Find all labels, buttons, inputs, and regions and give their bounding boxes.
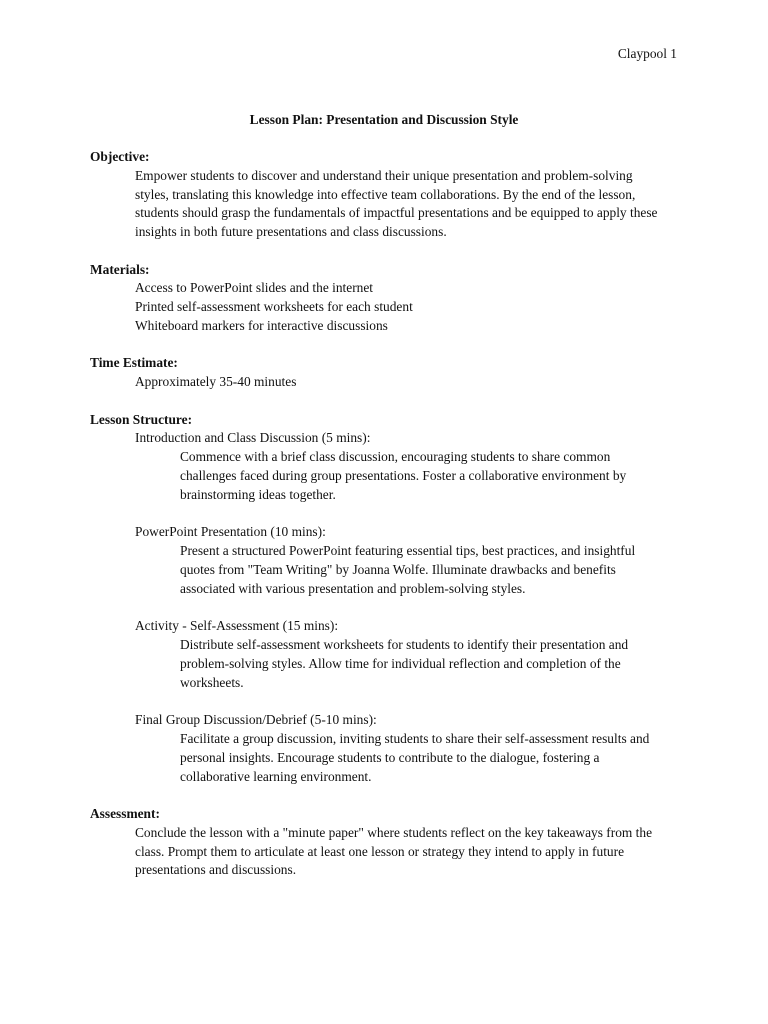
materials-section [90, 261, 680, 336]
lesson-part-heading: Introduction and Class Discussion (5 mins): [135, 430, 371, 446]
lesson-part-line: brainstorming ideas together. [180, 486, 336, 502]
lesson-part-powerpoint [135, 523, 680, 598]
materials-heading: Materials: [90, 261, 150, 277]
lesson-part-text [180, 448, 680, 504]
document-body [90, 148, 680, 899]
lesson-part-line: problem-solving styles. Allow time for individual reflection and completion of the [180, 655, 621, 671]
lesson-part-line: Present a structured PowerPoint featuring essential tips, best practices, and insightful [180, 543, 636, 559]
lesson-part-line: Facilitate a group discussion, inviting students to share their self-assessment results and [180, 731, 650, 747]
document-title: Lesson Plan: Presentation and Discussion Style [249, 112, 519, 127]
lesson-part-text [180, 636, 680, 692]
lesson-part-line: collaborative learning environment. [180, 768, 372, 784]
materials-item: Whiteboard markers for interactive discussions [135, 317, 388, 333]
materials-list [135, 279, 680, 335]
lesson-part-final-discussion [135, 711, 680, 786]
assessment-text [135, 824, 680, 880]
assessment-line: presentations and discussions. [135, 862, 297, 878]
time-estimate-section [90, 354, 680, 392]
objective-heading: Objective: [90, 149, 150, 164]
lesson-part-line: quotes from "Team Writing" by Joanna Wolfe. Illuminate drawbacks and benefits [180, 561, 616, 577]
materials-item: Printed self-assessment worksheets for each student [135, 299, 413, 315]
objective-line: styles, translating this knowledge into effective team collaborations. By the end of the lesson, [135, 186, 636, 202]
assessment-heading: Assessment: [90, 806, 160, 822]
running-header: Claypool 1 [617, 46, 677, 61]
time-estimate-line: Approximately 35-40 minutes [135, 374, 297, 390]
lesson-part-line: Distribute self-assessment worksheets for students to identify their presentation and [180, 637, 629, 653]
assessment-section [90, 805, 680, 880]
time-estimate-heading: Time Estimate: [90, 355, 178, 371]
objective-section [90, 148, 680, 242]
objective-text [135, 167, 680, 242]
lesson-part-heading: PowerPoint Presentation (10 mins): [135, 524, 326, 540]
lesson-part-self-assessment [135, 617, 680, 692]
lesson-part-heading: Activity - Self-Assessment (15 mins): [135, 618, 339, 634]
objective-line: Empower students to discover and understand their unique presentation and problem-solving [135, 167, 633, 183]
lesson-part-line: personal insights. Encourage students to contribute to the dialogue, fostering a [180, 749, 600, 765]
lesson-part-line: associated with various presentation and problem-solving styles. [180, 580, 526, 596]
assessment-line: Conclude the lesson with a "minute paper" where students reflect on the key takeaways from the [135, 824, 653, 840]
lesson-part-line: challenges faced during group presentations. Foster a collaborative environment by [180, 467, 627, 483]
assessment-line: class. Prompt them to articulate at least one lesson or strategy they intend to apply in future [135, 843, 625, 859]
lesson-part-line: Commence with a brief class discussion, encouraging students to share common [180, 449, 611, 465]
objective-line: insights in both future presentations and class discussions. [135, 224, 447, 240]
lesson-structure-section [90, 411, 680, 787]
lesson-part-line: worksheets. [180, 674, 244, 690]
lesson-part-text [180, 542, 680, 598]
lesson-part-text [180, 730, 680, 786]
lesson-structure-heading: Lesson Structure: [90, 411, 193, 427]
objective-line: students should grasp the fundamentals of impactful presentations and be equipped to apply these [135, 205, 658, 221]
lesson-part-introduction [135, 429, 680, 504]
materials-item: Access to PowerPoint slides and the internet [135, 280, 374, 296]
lesson-part-heading: Final Group Discussion/Debrief (5-10 mins): [135, 712, 377, 728]
time-estimate-text [135, 373, 680, 392]
